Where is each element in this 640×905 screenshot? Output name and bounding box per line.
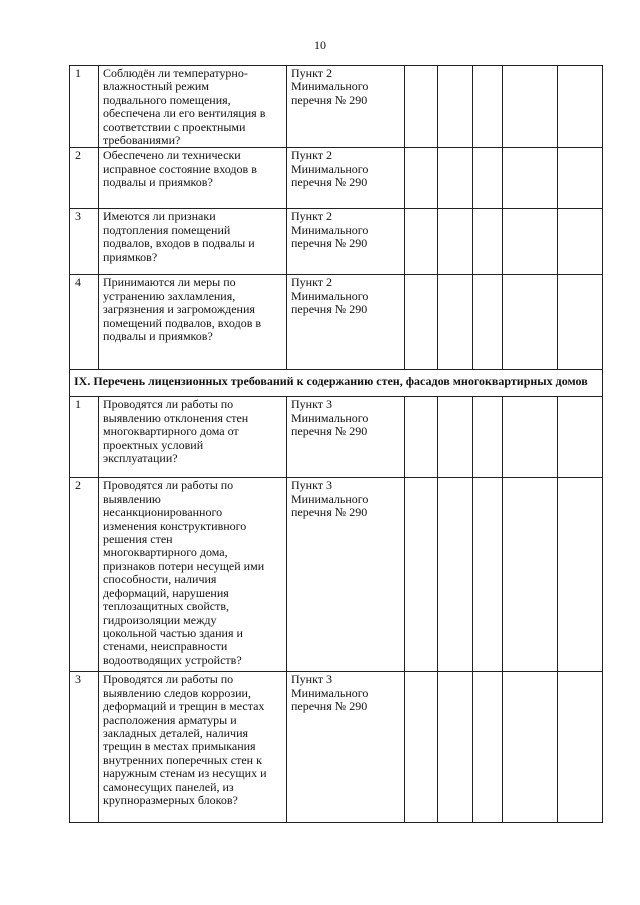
answer-cell (503, 397, 558, 478)
answer-cell (405, 66, 438, 148)
answer-cell (438, 148, 473, 209)
answer-cell (438, 478, 473, 672)
answer-cell (473, 148, 503, 209)
table-row (70, 275, 603, 370)
answer-cell (473, 672, 503, 823)
question-text: Обеспечено ли технически исправное состояние входов в подвалы и приямков? (99, 148, 287, 209)
answer-cell (438, 672, 473, 823)
answer-cell (405, 478, 438, 672)
reference-text: Пункт 2 Минимального перечня № 290 (287, 209, 405, 275)
answer-cell (405, 672, 438, 823)
reference-text: Пункт 3 Минимального перечня № 290 (287, 478, 405, 672)
row-number: 1 (70, 66, 99, 148)
table-row (70, 672, 603, 823)
reference-text: Пункт 2 Минимального перечня № 290 (287, 148, 405, 209)
answer-cell (438, 397, 473, 478)
question-text: Проводятся ли работы по выявлению отклонения стен многоквартирного дома от проектных условий эксплуатации? (99, 397, 287, 478)
table-row (70, 66, 603, 148)
answer-cell (405, 397, 438, 478)
table-row (70, 397, 603, 478)
answer-cell (558, 209, 603, 275)
page-number: 10 (314, 38, 326, 52)
row-number: 1 (70, 397, 99, 478)
reference-text: Пункт 3 Минимального перечня № 290 (287, 672, 405, 823)
answer-cell (558, 672, 603, 823)
section-title: IX. Перечень лицензионных требований к содержанию стен, фасадов многоквартирных домов (70, 370, 603, 397)
row-number: 2 (70, 148, 99, 209)
section-header-row (70, 370, 603, 397)
answer-cell (438, 209, 473, 275)
answer-cell (503, 275, 558, 370)
answer-cell (405, 148, 438, 209)
answer-cell (503, 478, 558, 672)
answer-cell (473, 209, 503, 275)
question-text: Проводятся ли работы по выявлению несанкционированного изменения конструктивного решения стен многоквартирного дома, признаков потери несущей ими способности, наличия деформаций, нарушения теплозащитных свойств, гидроизоляции между цокольной частью здания и стенами, неисправности водоотводящих устройств? (99, 478, 287, 672)
table-row (70, 148, 603, 209)
reference-text: Пункт 2 Минимального перечня № 290 (287, 66, 405, 148)
answer-cell (473, 478, 503, 672)
row-number: 3 (70, 209, 99, 275)
row-number: 3 (70, 672, 99, 823)
question-text: Принимаются ли меры по устранению захламления, загрязнения и загромождения помещений подвалов, входов в подвалы и приямков? (99, 275, 287, 370)
question-text: Соблюдён ли температурно- влажностный режим подвального помещения, обеспечена ли его вентиляция в соответствии с проектными требованиями? (99, 66, 287, 148)
answer-cell (503, 66, 558, 148)
answer-cell (558, 66, 603, 148)
row-number: 2 (70, 478, 99, 672)
answer-cell (503, 209, 558, 275)
answer-cell (405, 275, 438, 370)
answer-cell (558, 148, 603, 209)
answer-cell (405, 209, 438, 275)
answer-cell (473, 397, 503, 478)
answer-cell (473, 275, 503, 370)
table-row (70, 478, 603, 672)
question-text: Имеются ли признаки подтопления помещений подвалов, входов в подвалы и приямков? (99, 209, 287, 275)
answer-cell (438, 66, 473, 148)
answer-cell (438, 275, 473, 370)
table-row (70, 209, 603, 275)
answer-cell (473, 66, 503, 148)
answer-cell (558, 397, 603, 478)
reference-text: Пункт 2 Минимального перечня № 290 (287, 275, 405, 370)
checklist-table (69, 65, 603, 823)
answer-cell (558, 478, 603, 672)
answer-cell (558, 275, 603, 370)
row-number: 4 (70, 275, 99, 370)
question-text: Проводятся ли работы по выявлению следов коррозии, деформаций и трещин в местах расположения арматуры и закладных деталей, наличия трещин в местах примыкания внутренних поперечных стен к наружным стенам из несущих и самонесущих панелей, из крупноразмерных блоков? (99, 672, 287, 823)
answer-cell (503, 148, 558, 209)
answer-cell (503, 672, 558, 823)
reference-text: Пункт 3 Минимального перечня № 290 (287, 397, 405, 478)
